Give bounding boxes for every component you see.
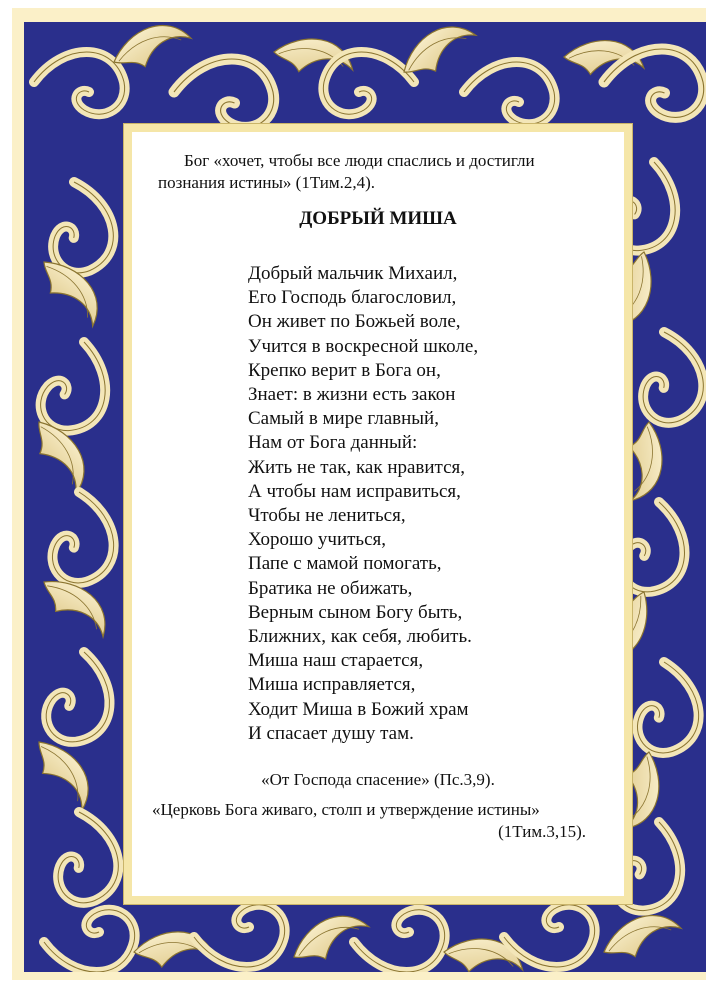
text-panel	[124, 124, 632, 904]
epigraph-line-1: Бог «хочет, чтобы все люди спаслись и достигли	[184, 151, 535, 170]
poem-line: Верным сыном Богу быть,	[248, 601, 463, 623]
footer-quote-1: «От Господа спасение» (Пс.3,9).	[261, 770, 495, 789]
poem-line: Учится в воскресной школе,	[248, 335, 479, 357]
poem-line: Он живет по Божьей воле,	[248, 311, 461, 333]
poem-line: Миша исправляется,	[248, 674, 416, 696]
footer-quote-2: «Церковь Бога живаго, столп и утверждение истины»	[152, 800, 540, 819]
poem-line: Хорошо учиться,	[248, 529, 387, 551]
poem-line: Нам от Бога данный:	[248, 432, 418, 454]
poem-line: И спасает душу там.	[248, 722, 414, 744]
text-panel-inner	[132, 132, 624, 896]
poem-body	[248, 262, 478, 746]
poem-line: Чтобы не лениться,	[248, 505, 406, 527]
poem-line: А чтобы нам исправиться,	[248, 480, 461, 502]
poem-line: Братика не обижать,	[248, 577, 413, 599]
poem-line: Его Господь благословил,	[248, 287, 457, 309]
poem-line: Знает: в жизни есть закон	[248, 384, 456, 406]
poem-line: Добрый мальчик Михаил,	[248, 263, 458, 284]
footer-quote-2-reference: (1Тим.3,15).	[498, 822, 586, 841]
poem-line: Жить не так, как нравится,	[248, 456, 466, 478]
poem-line: Ближних, как себя, любить.	[248, 626, 472, 648]
poem-line: Крепко верит в Бога он,	[248, 359, 441, 381]
epigraph	[158, 150, 618, 194]
poem-line: Папе с мамой помогать,	[248, 553, 442, 575]
poem-line: Самый в мире главный,	[248, 408, 439, 430]
epigraph-line-2: познания истины» (1Тим.2,4).	[158, 173, 376, 192]
poem-title: ДОБРЫЙ МИША	[299, 208, 457, 229]
poem-line: Миша наш старается,	[248, 650, 424, 672]
poem-line: Ходит Миша в Божий храм	[248, 698, 469, 720]
